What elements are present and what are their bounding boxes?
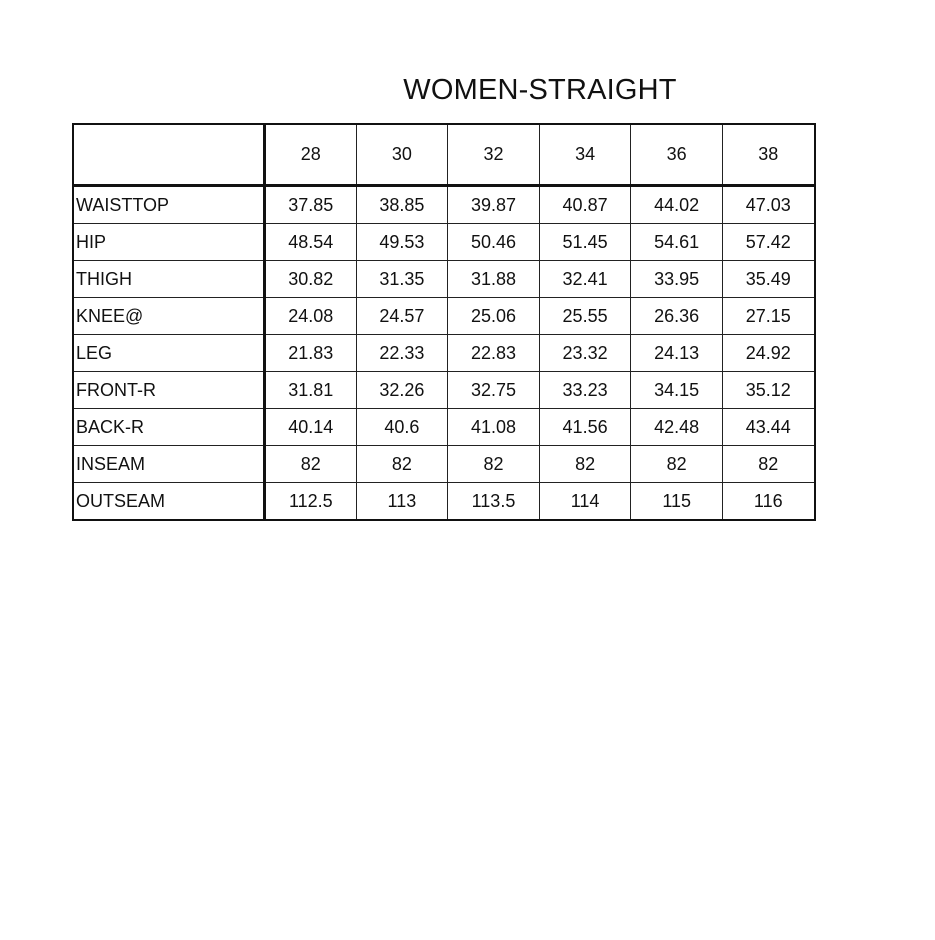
- row-label-leg: LEG: [74, 335, 265, 372]
- table-cell: 41.56: [539, 409, 631, 446]
- table-row: [74, 224, 815, 261]
- table-cell: 23.32: [539, 335, 631, 372]
- table-cell: 47.03: [722, 186, 814, 224]
- table-cell: 31.35: [356, 261, 448, 298]
- table-cell: 82: [265, 446, 357, 483]
- table-cell: 30.82: [265, 261, 357, 298]
- table-cell: 25.06: [448, 298, 540, 335]
- table-cell: 115: [631, 483, 723, 520]
- table-cell: 42.48: [631, 409, 723, 446]
- table-cell: 38.85: [356, 186, 448, 224]
- table-cell: 32.26: [356, 372, 448, 409]
- row-label-back-rise: BACK-R: [74, 409, 265, 446]
- table-cell: 112.5: [265, 483, 357, 520]
- table-cell: 32.75: [448, 372, 540, 409]
- table-cell: 22.83: [448, 335, 540, 372]
- table-cell: 116: [722, 483, 814, 520]
- table-row: [74, 409, 815, 446]
- table-cell: 51.45: [539, 224, 631, 261]
- table-cell: 48.54: [265, 224, 357, 261]
- table-cell: 50.46: [448, 224, 540, 261]
- table-row: [74, 372, 815, 409]
- row-label-thigh: THIGH: [74, 261, 265, 298]
- table-cell: 82: [631, 446, 723, 483]
- row-label-waisttop: WAISTTOP: [74, 186, 265, 224]
- size-header-28: 28: [265, 125, 357, 186]
- row-label-inseam: INSEAM: [74, 446, 265, 483]
- table-cell: 33.95: [631, 261, 723, 298]
- table-cell: 37.85: [265, 186, 357, 224]
- row-label-front-rise: FRONT-R: [74, 372, 265, 409]
- table-cell: 27.15: [722, 298, 814, 335]
- table-cell: 24.92: [722, 335, 814, 372]
- table-row: [74, 298, 815, 335]
- table-cell: 25.55: [539, 298, 631, 335]
- table-cell: 113.5: [448, 483, 540, 520]
- size-header-38: 38: [722, 125, 814, 186]
- table-cell: 35.49: [722, 261, 814, 298]
- size-header-36: 36: [631, 125, 723, 186]
- table-cell: 34.15: [631, 372, 723, 409]
- table-cell: 114: [539, 483, 631, 520]
- table-cell: 22.33: [356, 335, 448, 372]
- table-cell: 21.83: [265, 335, 357, 372]
- row-label-hip: HIP: [74, 224, 265, 261]
- size-chart-table: [73, 124, 815, 520]
- table-row: [74, 186, 815, 224]
- size-header-32: 32: [448, 125, 540, 186]
- table-cell: 40.6: [356, 409, 448, 446]
- table-header-row: [74, 125, 815, 186]
- table-cell: 24.57: [356, 298, 448, 335]
- table-cell: 41.08: [448, 409, 540, 446]
- table-cell: 113: [356, 483, 448, 520]
- table-row: [74, 483, 815, 520]
- table-row: [74, 335, 815, 372]
- corner-cell: [74, 125, 265, 186]
- table-cell: 44.02: [631, 186, 723, 224]
- table-cell: 82: [356, 446, 448, 483]
- table-cell: 26.36: [631, 298, 723, 335]
- table-cell: 24.08: [265, 298, 357, 335]
- table-cell: 82: [448, 446, 540, 483]
- table-cell: 24.13: [631, 335, 723, 372]
- table-cell: 49.53: [356, 224, 448, 261]
- table-cell: 39.87: [448, 186, 540, 224]
- row-label-outseam: OUTSEAM: [74, 483, 265, 520]
- table-cell: 35.12: [722, 372, 814, 409]
- table-cell: 33.23: [539, 372, 631, 409]
- table-cell: 40.14: [265, 409, 357, 446]
- table-cell: 40.87: [539, 186, 631, 224]
- page-title: WOMEN-STRAIGHT: [403, 74, 677, 106]
- table-cell: 82: [722, 446, 814, 483]
- table-cell: 32.41: [539, 261, 631, 298]
- size-header-30: 30: [356, 125, 448, 186]
- table-cell: 31.88: [448, 261, 540, 298]
- table-cell: 31.81: [265, 372, 357, 409]
- table-row: [74, 261, 815, 298]
- table-cell: 57.42: [722, 224, 814, 261]
- table-row: [74, 446, 815, 483]
- row-label-knee: KNEE@: [74, 298, 265, 335]
- table-cell: 43.44: [722, 409, 814, 446]
- size-header-34: 34: [539, 125, 631, 186]
- table-cell: 82: [539, 446, 631, 483]
- table-cell: 54.61: [631, 224, 723, 261]
